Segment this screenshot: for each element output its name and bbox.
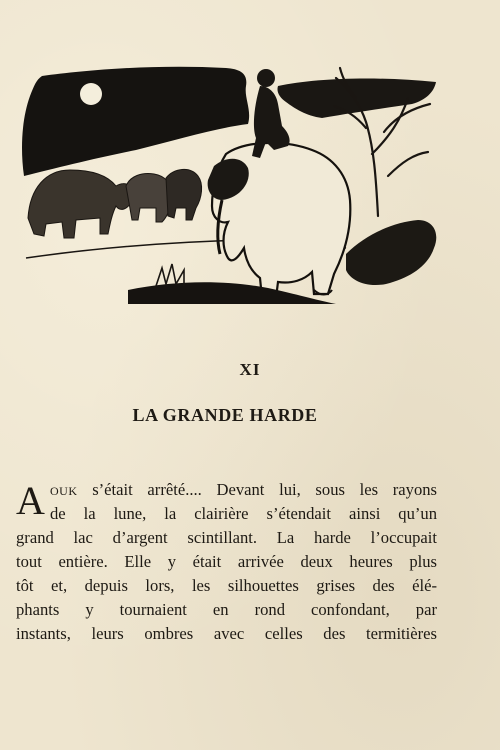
elephant-herd xyxy=(28,169,202,238)
text-line: tôt et, depuis lors, les silhouettes grises des élé- xyxy=(16,576,437,595)
rider-figure xyxy=(252,69,290,158)
ground-shadow xyxy=(128,282,336,304)
chapter-number: XI xyxy=(239,360,261,379)
text-line: phants y tournaient en rond confondant, par xyxy=(16,600,437,619)
chapter-illustration xyxy=(16,58,440,308)
text-line: de la lune, la clairière s’étendait ainsi qu’un xyxy=(50,504,437,523)
text-line-1 xyxy=(50,478,437,502)
main-elephant xyxy=(208,143,351,298)
first-line-rest: s’était arrêté.... Devant lui, sous les rayons xyxy=(92,480,437,499)
first-word: ouk xyxy=(50,480,78,499)
text-line: grand lac d’argent scintillant. La harde l’occupait xyxy=(16,528,437,547)
drop-cap: A xyxy=(16,478,45,523)
grass-tuft xyxy=(156,264,184,286)
night-sky xyxy=(22,67,249,176)
chapter-title: LA GRANDE HARDE xyxy=(132,405,318,425)
foliage-shadow xyxy=(346,220,436,285)
text-line: tout entière. Elle y était arrivée deux heures plus xyxy=(16,552,437,571)
moon-icon xyxy=(80,83,102,105)
text-line: instants, leurs ombres avec celles des termitières xyxy=(16,624,437,643)
